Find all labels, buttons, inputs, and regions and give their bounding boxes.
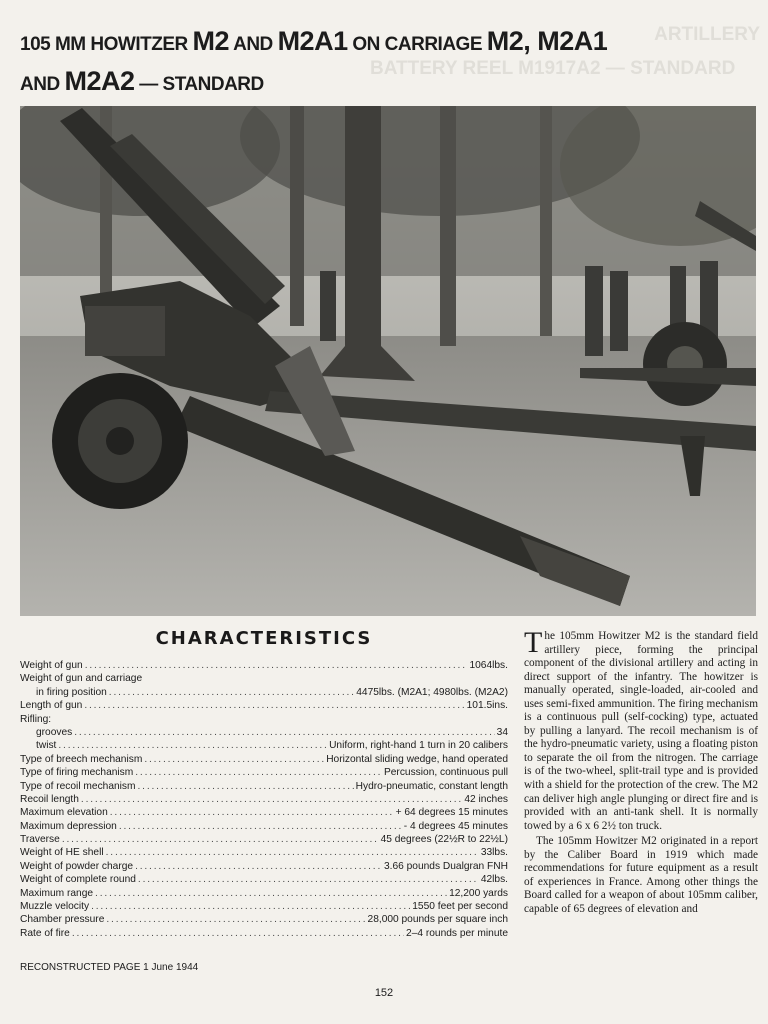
drop-cap: T [524, 626, 543, 659]
article-paragraph-2: The 105mm Howitzer M2 originated in a report by the Caliber Board in 1919 which made recommendations for future equipment as a result of experiences in France. Among other things the Board called for a weapon of about 105mm caliber, capable of 65 degrees of elevation and [524, 835, 758, 915]
article-paragraph-1 [524, 626, 758, 833]
spec-label: Type of firing mechanism [20, 767, 134, 779]
spec-value: 33lbs. [480, 847, 508, 859]
dot-leader [106, 847, 479, 858]
howitzer-photo [20, 106, 756, 616]
dot-leader [106, 914, 365, 925]
spec-row [20, 673, 508, 686]
spec-label: Type of recoil mechanism [20, 780, 136, 792]
spec-label: Length of gun [20, 700, 83, 712]
dot-leader [91, 901, 410, 912]
spec-value: 28,000 pounds per square inch [367, 914, 508, 926]
title-segment: AND [229, 34, 278, 55]
spec-value: Percussion, continuous pull [383, 767, 508, 779]
spec-row [20, 794, 508, 807]
spec-value: Horizontal sliding wedge, hand operated [326, 753, 508, 765]
spec-value: Hydro-pneumatic, constant length [355, 780, 508, 792]
dot-leader [85, 660, 468, 671]
characteristics-table [20, 660, 508, 941]
bleed-line-1: ARTILLERY [654, 24, 760, 45]
dot-leader [62, 834, 379, 845]
spec-value: 42lbs. [480, 874, 508, 886]
title-segment: 105 MM HOWITZER [20, 34, 193, 55]
spec-label: in firing position [36, 686, 107, 698]
spec-value: 45 degrees (22½R to 22½L) [380, 834, 508, 846]
page-number: 152 [374, 987, 394, 999]
spec-value: 3.66 pounds Dualgran FNH [383, 860, 508, 872]
spec-value: 4475lbs. (M2A1; 4980lbs. (M2A2) [356, 686, 508, 698]
spec-value: - 4 degrees 45 minutes [403, 820, 508, 832]
title-segment: M2A1 [277, 26, 348, 56]
howitzer-photo-illustration [20, 106, 756, 616]
spec-label: Weight of gun and carriage [20, 673, 143, 685]
spec-label: Maximum elevation [20, 807, 108, 819]
spec-row [20, 700, 508, 713]
spec-row [20, 807, 508, 820]
spec-row [20, 928, 508, 941]
spec-label: Chamber pressure [20, 914, 105, 926]
bleed-line-2: BATTERY REEL M1917A2 — STANDARD [370, 58, 736, 79]
spec-row [20, 901, 508, 914]
spec-row [20, 687, 508, 700]
spec-row [20, 781, 508, 794]
spec-label: Traverse [20, 834, 60, 846]
spec-row [20, 834, 508, 847]
characteristics-heading: CHARACTERISTICS [155, 628, 373, 649]
title-segment: M2, M2A1 [486, 26, 608, 56]
spec-label: Rifling: [20, 713, 52, 725]
spec-label: Maximum range [20, 887, 94, 899]
spec-value: + 64 degrees 15 minutes [395, 807, 508, 819]
spec-label: Type of breech mechanism [20, 753, 143, 765]
dot-leader [58, 740, 327, 751]
spec-value: 34 [496, 726, 508, 738]
page-title [20, 22, 750, 102]
spec-row [20, 660, 508, 673]
spec-value: Uniform, right-hand 1 turn in 20 calibers [329, 740, 508, 752]
spec-value: 1064lbs. [469, 660, 508, 671]
spec-row [20, 740, 508, 753]
spec-label: Weight of complete round [20, 874, 136, 886]
spec-value: 2–4 rounds per minute [406, 927, 508, 939]
dot-leader [81, 794, 462, 805]
dot-leader [135, 861, 382, 872]
spec-row [20, 847, 508, 860]
dot-leader [138, 874, 479, 885]
spec-value: 101.5ins. [466, 700, 508, 712]
spec-row [20, 727, 508, 740]
title-segment: M2A2 [64, 66, 135, 96]
article-body [524, 626, 758, 916]
spec-row [20, 861, 508, 874]
spec-label: twist [36, 740, 57, 752]
spec-label: Weight of powder charge [20, 860, 134, 872]
spec-label: Maximum depression [20, 820, 117, 832]
spec-row [20, 914, 508, 927]
spec-label: Muzzle velocity [20, 901, 90, 913]
spec-value: 12,200 yards [449, 887, 508, 899]
spec-row [20, 821, 508, 834]
reconstructed-page-note: RECONSTRUCTED PAGE 1 June 1944 [20, 962, 199, 973]
title-segment: — STANDARD [134, 74, 264, 95]
spec-label: Rate of fire [20, 927, 70, 939]
dot-leader [95, 888, 447, 899]
dot-leader [110, 807, 394, 818]
dot-leader [84, 700, 464, 711]
spec-label: Weight of HE shell [20, 847, 104, 859]
dot-leader [119, 821, 402, 832]
dot-leader [72, 928, 404, 939]
spec-label: Weight of gun [20, 660, 83, 671]
spec-row [20, 714, 508, 727]
spec-label: grooves [36, 726, 73, 738]
spec-label: Recoil length [20, 793, 79, 805]
spec-row [20, 767, 508, 780]
paragraph-1-text: he 105mm Howitzer M2 is the standard field artillery piece, forming the principal component of the divisional artillery and acting in direct support of the infantry. The howitzer is manually operated, single-loaded, air-cooled and uses semi-fixed ammunition. The firing mechanism is a continuous pull (self-cocking) type, actuated by pulling a lanyard. The recoil mechanism is of the hydro-pneumatic variety, using a floating piston to separate the oil from the nitrogen. The carriage is of the two-wheel, split-trail type and is provided with a shield for the protection of the crew. The M2 can deliver high angle plunging or direct fire and is provided with an anti-tank shell. It is normally towed by a 6 x 6 2½ ton truck. [524, 630, 758, 832]
dot-leader [109, 687, 354, 698]
title-segment: M2 [192, 26, 230, 56]
spec-row [20, 754, 508, 767]
dot-leader [144, 754, 324, 765]
dot-leader [74, 727, 494, 738]
spec-row [20, 874, 508, 887]
title-segment: AND [20, 74, 65, 95]
spec-value: 1550 feet per second [412, 901, 508, 913]
spec-value: 42 inches [464, 793, 508, 805]
title-segment: ON CARRIAGE [347, 34, 487, 55]
dot-leader [135, 767, 382, 778]
dot-leader [138, 781, 354, 792]
spec-row [20, 888, 508, 901]
